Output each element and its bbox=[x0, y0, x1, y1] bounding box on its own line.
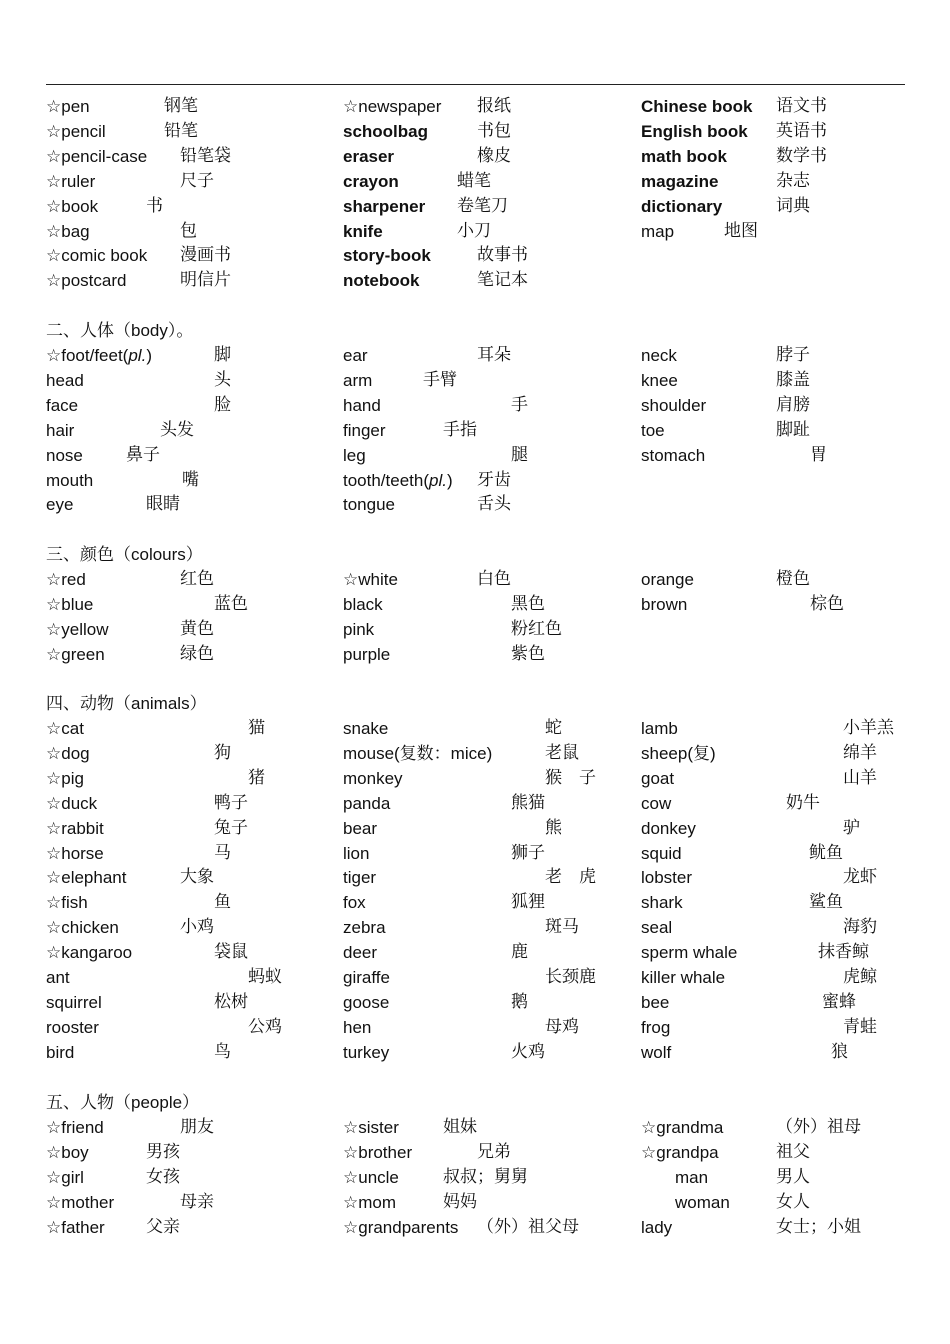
english-word: bird bbox=[46, 1042, 75, 1062]
english-word: ☆postcard bbox=[46, 271, 127, 291]
english-word: ☆pencil bbox=[46, 121, 106, 141]
chinese-meaning: 鹿 bbox=[511, 942, 528, 963]
english-word: ☆grandpa bbox=[641, 1142, 719, 1162]
chinese-meaning: 海豹 bbox=[843, 917, 877, 938]
english-word: ☆rabbit bbox=[46, 818, 104, 838]
chinese-meaning: 橙色 bbox=[776, 569, 810, 589]
english-word: rooster bbox=[46, 1017, 99, 1037]
chinese-meaning: 母亲 bbox=[180, 1191, 214, 1212]
english-word: fox bbox=[343, 893, 366, 913]
english-word: bear bbox=[343, 818, 378, 838]
chinese-meaning: 耳朵 bbox=[477, 345, 511, 365]
english-word: ☆book bbox=[46, 196, 99, 216]
english-word: ear bbox=[343, 346, 368, 365]
english-word: sharpener bbox=[343, 196, 426, 216]
chinese-meaning: 龙虾 bbox=[843, 867, 877, 888]
chinese-meaning: 蚂蚁 bbox=[248, 967, 282, 987]
english-word: lamb bbox=[641, 719, 678, 738]
english-word: seal bbox=[641, 918, 673, 938]
chinese-meaning: 长颈鹿 bbox=[545, 967, 596, 987]
english-word: hen bbox=[343, 1017, 372, 1037]
english-word: tongue bbox=[343, 495, 395, 515]
english-word: dictionary bbox=[641, 196, 723, 216]
english-word: ant bbox=[46, 968, 70, 987]
english-word: map bbox=[641, 221, 675, 241]
english-word: face bbox=[46, 395, 79, 415]
chinese-meaning: 绿色 bbox=[180, 643, 214, 664]
english-word: finger bbox=[343, 420, 386, 440]
chinese-meaning: 老 虎 bbox=[545, 867, 596, 888]
english-word: pink bbox=[343, 619, 375, 639]
english-word: eye bbox=[46, 495, 74, 515]
chinese-meaning: 鸟 bbox=[214, 1041, 231, 1062]
chinese-meaning: 棕色 bbox=[810, 593, 844, 614]
english-word: ☆uncle bbox=[343, 1167, 399, 1187]
english-word: panda bbox=[343, 793, 391, 813]
chinese-meaning: 明信片 bbox=[180, 270, 231, 291]
english-word: ☆chicken bbox=[46, 918, 119, 938]
english-word: lion bbox=[343, 843, 370, 863]
chinese-meaning: 手 bbox=[511, 394, 528, 415]
chinese-meaning: 铅笔袋 bbox=[180, 145, 231, 166]
english-word: ☆mother bbox=[46, 1192, 115, 1212]
english-word: ☆blue bbox=[46, 594, 94, 614]
chinese-meaning: 女人 bbox=[776, 1191, 810, 1212]
english-word: ☆red bbox=[46, 570, 86, 589]
chinese-meaning: 头发 bbox=[160, 419, 194, 440]
english-word: ☆grandma bbox=[641, 1118, 724, 1137]
chinese-meaning: 公鸡 bbox=[248, 1016, 282, 1037]
chinese-meaning: 祖父 bbox=[776, 1141, 810, 1162]
chinese-meaning: 手臂 bbox=[423, 369, 457, 390]
english-word: ☆dog bbox=[46, 743, 90, 763]
chinese-meaning: （外）祖母 bbox=[776, 1117, 861, 1137]
section-title: 二、人体（body）。 bbox=[46, 321, 194, 340]
chinese-meaning: 松树 bbox=[214, 991, 248, 1012]
english-word: eraser bbox=[343, 146, 395, 166]
english-word: deer bbox=[343, 943, 378, 963]
english-word: squid bbox=[641, 843, 682, 863]
english-word: leg bbox=[343, 445, 366, 465]
chinese-meaning: 脚趾 bbox=[776, 419, 810, 440]
chinese-meaning: 鹅 bbox=[511, 991, 528, 1012]
english-word: magazine bbox=[641, 171, 719, 191]
english-word: hand bbox=[343, 395, 381, 415]
chinese-meaning: 猪 bbox=[248, 767, 265, 788]
english-word: ☆fish bbox=[46, 893, 88, 913]
english-word: ☆white bbox=[343, 570, 398, 589]
chinese-meaning: 老鼠 bbox=[545, 742, 579, 763]
english-word: schoolbag bbox=[343, 121, 429, 141]
english-word: mouth bbox=[46, 470, 94, 490]
english-word: ☆girl bbox=[46, 1167, 84, 1187]
english-word: ☆comic book bbox=[46, 246, 148, 266]
english-word: shoulder bbox=[641, 395, 707, 415]
english-word: lobster bbox=[641, 868, 693, 888]
chinese-meaning: 鸭子 bbox=[214, 792, 248, 813]
chinese-meaning: 狗 bbox=[214, 742, 231, 763]
chinese-meaning: 驴 bbox=[843, 817, 860, 838]
english-word: ☆green bbox=[46, 644, 105, 664]
english-word: man bbox=[675, 1167, 709, 1187]
english-word: head bbox=[46, 370, 84, 390]
chinese-meaning: 虎鲸 bbox=[843, 967, 877, 987]
english-word: goat bbox=[641, 768, 675, 788]
chinese-meaning: 书包 bbox=[477, 120, 511, 141]
chinese-meaning: 钢笔 bbox=[164, 96, 198, 116]
chinese-meaning: 膝盖 bbox=[776, 369, 810, 390]
english-word: killer whale bbox=[641, 968, 726, 987]
english-word: ☆father bbox=[46, 1217, 105, 1237]
english-word: wolf bbox=[641, 1042, 672, 1062]
chinese-meaning: 狮子 bbox=[511, 842, 545, 863]
chinese-meaning: 英语书 bbox=[776, 120, 827, 141]
chinese-meaning: 粉红色 bbox=[511, 618, 562, 639]
english-word: math book bbox=[641, 146, 727, 166]
english-word: ☆horse bbox=[46, 843, 104, 863]
english-word: knife bbox=[343, 221, 383, 241]
chinese-meaning: 杂志 bbox=[776, 170, 810, 191]
chinese-meaning: 卷笔刀 bbox=[457, 195, 508, 216]
chinese-meaning: 头 bbox=[214, 369, 231, 390]
chinese-meaning: 猫 bbox=[248, 718, 265, 738]
chinese-meaning: 手指 bbox=[443, 419, 477, 440]
english-word: English book bbox=[641, 121, 748, 141]
chinese-meaning: （外）祖父母 bbox=[477, 1216, 579, 1237]
chinese-meaning: 脖子 bbox=[776, 345, 810, 365]
chinese-meaning: 熊 bbox=[545, 817, 562, 838]
chinese-meaning: 尺子 bbox=[180, 170, 214, 191]
english-word: toe bbox=[641, 420, 665, 440]
english-word: knee bbox=[641, 370, 678, 390]
chinese-meaning: 故事书 bbox=[477, 245, 528, 266]
english-word: hair bbox=[46, 420, 75, 440]
chinese-meaning: 狼 bbox=[831, 1041, 848, 1062]
english-word: Chinese book bbox=[641, 97, 753, 116]
chinese-meaning: 男人 bbox=[776, 1166, 810, 1187]
chinese-meaning: 父亲 bbox=[146, 1216, 180, 1237]
english-word: purple bbox=[343, 644, 391, 664]
chinese-meaning: 女孩 bbox=[146, 1166, 180, 1187]
english-word: ☆bag bbox=[46, 221, 90, 241]
english-word: ☆mom bbox=[343, 1192, 397, 1212]
english-word: story-book bbox=[343, 246, 431, 266]
chinese-meaning: 铅笔 bbox=[164, 120, 198, 141]
chinese-meaning: 牙齿 bbox=[477, 469, 511, 490]
section-title: 三、颜色（colours） bbox=[46, 545, 203, 564]
chinese-meaning: 袋鼠 bbox=[214, 942, 248, 963]
chinese-meaning: 胃 bbox=[810, 444, 827, 465]
english-word: arm bbox=[343, 370, 373, 390]
chinese-meaning: 包 bbox=[180, 220, 197, 241]
english-word: lady bbox=[641, 1217, 673, 1237]
chinese-meaning: 蜡笔 bbox=[457, 170, 491, 191]
english-word: giraffe bbox=[343, 968, 390, 987]
english-word: goose bbox=[343, 992, 390, 1012]
english-word: ☆pen bbox=[46, 97, 90, 116]
chinese-meaning: 红色 bbox=[180, 569, 214, 589]
chinese-meaning: 兄弟 bbox=[477, 1141, 511, 1162]
chinese-meaning: 鲨鱼 bbox=[809, 892, 843, 913]
chinese-meaning: 舌头 bbox=[477, 494, 511, 515]
english-word: donkey bbox=[641, 818, 696, 838]
chinese-meaning: 鱿鱼 bbox=[809, 842, 843, 863]
english-word: brown bbox=[641, 594, 688, 614]
chinese-meaning: 语文书 bbox=[776, 96, 827, 116]
english-word: ☆cat bbox=[46, 719, 84, 738]
chinese-meaning: 马 bbox=[214, 842, 231, 863]
english-word: sperm whale bbox=[641, 943, 738, 963]
english-word: ☆pencil-case bbox=[46, 146, 148, 166]
chinese-meaning: 白色 bbox=[477, 569, 511, 589]
english-word: ☆elephant bbox=[46, 868, 127, 888]
chinese-meaning: 脚 bbox=[214, 345, 231, 365]
english-word: neck bbox=[641, 346, 677, 365]
english-word: ☆boy bbox=[46, 1142, 89, 1162]
english-word: cow bbox=[641, 793, 672, 813]
chinese-meaning: 紫色 bbox=[511, 643, 545, 664]
english-word: ☆pig bbox=[46, 768, 84, 788]
chinese-meaning: 漫画书 bbox=[180, 245, 231, 266]
english-word: ☆ruler bbox=[46, 171, 96, 191]
chinese-meaning: 山羊 bbox=[843, 767, 877, 788]
english-word: monkey bbox=[343, 768, 403, 788]
chinese-meaning: 大象 bbox=[180, 867, 214, 888]
english-word: ☆sister bbox=[343, 1118, 399, 1137]
chinese-meaning: 叔叔；舅舅 bbox=[443, 1166, 528, 1187]
chinese-meaning: 眼睛 bbox=[146, 494, 180, 515]
english-word: frog bbox=[641, 1017, 671, 1037]
english-word: notebook bbox=[343, 271, 420, 291]
chinese-meaning: 猴 子 bbox=[545, 767, 596, 788]
chinese-meaning: 词典 bbox=[776, 195, 810, 216]
english-word: ☆friend bbox=[46, 1118, 104, 1137]
english-word: ☆duck bbox=[46, 793, 98, 813]
chinese-meaning: 书 bbox=[146, 195, 163, 216]
english-word: ☆yellow bbox=[46, 619, 109, 639]
chinese-meaning: 鱼 bbox=[214, 892, 231, 913]
english-word: black bbox=[343, 594, 383, 614]
english-word: shark bbox=[641, 893, 683, 913]
english-word: ☆newspaper bbox=[343, 97, 442, 116]
english-word: tooth/teeth(pl.) bbox=[343, 470, 453, 490]
chinese-meaning: 母鸡 bbox=[545, 1016, 579, 1037]
chinese-meaning: 妈妈 bbox=[443, 1191, 477, 1212]
chinese-meaning: 肩膀 bbox=[776, 394, 810, 415]
chinese-meaning: 鼻子 bbox=[126, 444, 160, 465]
english-word: mouse(复数：mice) bbox=[343, 743, 493, 763]
english-word: stomach bbox=[641, 445, 706, 465]
chinese-meaning: 火鸡 bbox=[511, 1041, 545, 1062]
chinese-meaning: 黄色 bbox=[180, 618, 214, 639]
english-word: woman bbox=[675, 1192, 730, 1212]
chinese-meaning: 熊猫 bbox=[511, 792, 545, 813]
english-word: orange bbox=[641, 570, 694, 589]
chinese-meaning: 绵羊 bbox=[843, 742, 877, 763]
chinese-meaning: 腿 bbox=[511, 444, 528, 465]
chinese-meaning: 女士；小姐 bbox=[776, 1216, 861, 1237]
chinese-meaning: 姐妹 bbox=[443, 1117, 477, 1137]
chinese-meaning: 奶牛 bbox=[786, 792, 820, 813]
chinese-meaning: 地图 bbox=[724, 220, 758, 241]
chinese-meaning: 兔子 bbox=[214, 817, 248, 838]
english-word: bee bbox=[641, 992, 670, 1012]
chinese-meaning: 朋友 bbox=[180, 1117, 214, 1137]
chinese-meaning: 青蛙 bbox=[843, 1016, 877, 1037]
english-word: ☆brother bbox=[343, 1142, 413, 1162]
english-word: squirrel bbox=[46, 992, 102, 1012]
english-word: tiger bbox=[343, 868, 377, 888]
english-word: crayon bbox=[343, 171, 399, 191]
chinese-meaning: 报纸 bbox=[477, 96, 511, 116]
chinese-meaning: 脸 bbox=[214, 394, 231, 415]
chinese-meaning: 狐狸 bbox=[511, 892, 545, 913]
chinese-meaning: 斑马 bbox=[545, 917, 579, 938]
chinese-meaning: 橡皮 bbox=[477, 145, 511, 166]
english-word: turkey bbox=[343, 1042, 390, 1062]
chinese-meaning: 蛇 bbox=[545, 718, 562, 738]
chinese-meaning: 男孩 bbox=[146, 1141, 180, 1162]
chinese-meaning: 数学书 bbox=[776, 145, 827, 166]
chinese-meaning: 小刀 bbox=[457, 220, 491, 241]
chinese-meaning: 嘴 bbox=[182, 469, 199, 490]
english-word: ☆grandparents bbox=[343, 1217, 459, 1237]
chinese-meaning: 蓝色 bbox=[214, 593, 248, 614]
chinese-meaning: 笔记本 bbox=[477, 270, 528, 291]
english-word: snake bbox=[343, 719, 389, 738]
chinese-meaning: 抹香鲸 bbox=[818, 942, 869, 963]
chinese-meaning: 小鸡 bbox=[180, 917, 214, 938]
english-word: ☆foot/feet(pl.) bbox=[46, 346, 152, 365]
english-word: ☆kangaroo bbox=[46, 943, 133, 963]
chinese-meaning: 蜜蜂 bbox=[822, 991, 856, 1012]
header-rule bbox=[46, 84, 905, 85]
chinese-meaning: 黑色 bbox=[511, 593, 545, 614]
english-word: nose bbox=[46, 445, 83, 465]
english-word: zebra bbox=[343, 918, 386, 938]
english-word: sheep(复) bbox=[641, 743, 716, 763]
section-title: 五、人物（people） bbox=[46, 1093, 200, 1112]
chinese-meaning: 小羊羔 bbox=[843, 718, 894, 738]
section-title: 四、动物（animals） bbox=[46, 694, 207, 713]
